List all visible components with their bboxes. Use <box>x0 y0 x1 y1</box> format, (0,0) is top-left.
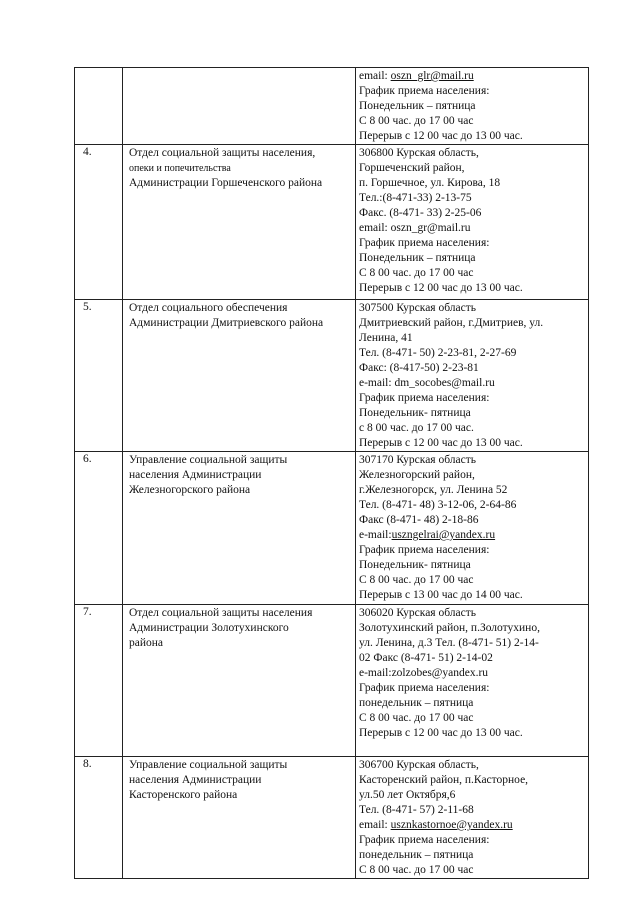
department-name-line: района <box>129 637 164 649</box>
contact-line: Понедельник- пятница <box>359 559 471 571</box>
contact-line: ул.50 лет Октября,6 <box>359 789 456 801</box>
contact-line: С 8 00 час. до 17 00 час <box>359 115 474 127</box>
contact-line: Тел. (8-471- 50) 2-23-81, 2-27-69 <box>359 347 517 359</box>
contact-line: 306700 Курская область, <box>359 759 479 771</box>
contact-line: ул. Ленина, д.3 Тел. (8-471- 51) 2-14- <box>359 637 539 649</box>
contact-line: 307500 Курская область <box>359 302 476 314</box>
contact-line: Понедельник- пятница <box>359 407 471 419</box>
email-label: e-mail: <box>359 529 392 541</box>
email-line <box>359 69 588 84</box>
department-name-line: населения Администрации <box>129 774 262 786</box>
contact-line: Перерыв с 12 00 час до 13 00 час. <box>359 282 523 294</box>
email-line <box>359 818 588 833</box>
contact-line: Перерыв с 12 00 час до 13 00 час. <box>359 130 523 142</box>
contact-line: Дмитриевский район, г.Дмитриев, ул. <box>359 317 544 329</box>
table-row <box>75 605 589 757</box>
department-name <box>123 605 356 757</box>
department-name-line: Управление социальной защиты <box>129 759 288 771</box>
department-name-line: Железногорского района <box>129 484 251 496</box>
contact-line: Факс. (8-471- 33) 2-25-06 <box>359 207 482 219</box>
department-name <box>123 145 356 300</box>
contact-line: Тел.:(8-471-33) 2-13-75 <box>359 192 472 204</box>
contact-line: Перерыв с 12 00 час до 13 00 час. <box>359 437 523 449</box>
department-name-line: опеки и попечительства <box>129 163 231 174</box>
contact-info <box>356 452 589 605</box>
contact-line: email: oszn_gr@mail.ru <box>359 222 471 234</box>
department-name-line: Отдел социальной защиты населения <box>129 607 313 619</box>
row-number: 4. <box>75 145 123 300</box>
contact-line: Перерыв с 12 00 час до 13 00 час. <box>359 727 523 739</box>
department-name-line: Управление социальной защиты <box>129 454 288 466</box>
department-name-line: Администрации Горшеченского района <box>129 177 323 189</box>
department-name-line: населения Администрации <box>129 469 262 481</box>
contact-line: понедельник – пятница <box>359 849 474 861</box>
email-label: email: <box>359 70 391 82</box>
contact-line: Факс (8-471- 48) 2-18-86 <box>359 514 479 526</box>
contact-line: С 8 00 час. до 17 00 час <box>359 864 474 876</box>
department-name-line: Отдел социальной защиты населения, <box>129 147 316 159</box>
contact-line: График приема населения: <box>359 834 490 846</box>
contact-line: График приема населения: <box>359 682 490 694</box>
row-number: 6. <box>75 452 123 605</box>
contact-line: e-mail:zolzobes@yandex.ru <box>359 667 489 679</box>
contact-line: Перерыв с 13 00 час до 14 00 час. <box>359 589 523 601</box>
department-name <box>123 757 356 879</box>
contact-line: Понедельник – пятница <box>359 252 476 264</box>
contact-line: График приема населения: <box>359 544 490 556</box>
contact-line: График приема населения: <box>359 392 490 404</box>
department-name <box>123 300 356 452</box>
contact-info <box>356 605 589 757</box>
contact-line: 306020 Курская область <box>359 607 476 619</box>
email-link[interactable]: usznkastornoe@yandex.ru <box>390 819 513 831</box>
table-row <box>75 757 589 879</box>
contact-line: г.Железногорск, ул. Ленина 52 <box>359 484 508 496</box>
contact-line: График приема населения: <box>359 237 490 249</box>
contact-line: Тел. (8-471- 57) 2-11-68 <box>359 804 474 816</box>
contact-line: Факс: (8-417-50) 2-23-81 <box>359 362 479 374</box>
table-row <box>75 300 589 452</box>
contact-line: Понедельник – пятница <box>359 100 476 112</box>
contact-line: Тел. (8-471- 48) 3-12-06, 2-64-86 <box>359 499 517 511</box>
row-number: 5. <box>75 300 123 452</box>
contact-line: График приема населения: <box>359 85 490 97</box>
contact-line: 307170 Курская область <box>359 454 476 466</box>
contact-line: Железногорский район, <box>359 469 475 481</box>
contact-info <box>356 68 589 145</box>
email-line <box>359 528 588 543</box>
table-row <box>75 145 589 300</box>
contact-line: Золотухинский район, п.Золотухино, <box>359 622 540 634</box>
contact-line: С 8 00 час. до 17 00 час <box>359 267 474 279</box>
contact-line: С 8 00 час. до 17 00 час <box>359 712 474 724</box>
row-number: 7. <box>75 605 123 757</box>
row-number <box>75 68 123 145</box>
contact-line: с 8 00 час. до 17 00 час. <box>359 422 474 434</box>
contact-line: 02 Факс (8-471- 51) 2-14-02 <box>359 652 493 664</box>
department-name-line: Администрации Золотухинского <box>129 622 289 634</box>
department-name <box>123 452 356 605</box>
contact-line: понедельник – пятница <box>359 697 474 709</box>
table-row <box>75 452 589 605</box>
email-label: email: <box>359 819 391 831</box>
row-number: 8. <box>75 757 123 879</box>
contact-line: Касторенский район, п.Касторное, <box>359 774 529 786</box>
contacts-table <box>74 67 589 879</box>
contact-info <box>356 145 589 300</box>
contact-line: С 8 00 час. до 17 00 час <box>359 574 474 586</box>
email-link[interactable]: uszngelrai@yandex.ru <box>391 529 496 541</box>
table-row <box>75 68 589 145</box>
contact-line: 306800 Курская область, <box>359 147 479 159</box>
email-link[interactable]: oszn_glr@mail.ru <box>390 70 474 82</box>
contact-line: п. Горшечное, ул. Кирова, 18 <box>359 177 501 189</box>
contact-line: Горшеченский район, <box>359 162 465 174</box>
department-name-line: Отдел социального обеспечения <box>129 302 288 314</box>
contact-line: e-mail: dm_socobes@mail.ru <box>359 377 495 389</box>
department-name-line: Администрации Дмитриевского района <box>129 317 324 329</box>
contact-line: Ленина, 41 <box>359 332 413 344</box>
contact-info <box>356 300 589 452</box>
contact-info <box>356 757 589 879</box>
department-name-line: Касторенского района <box>129 789 238 801</box>
department-name <box>123 68 356 145</box>
